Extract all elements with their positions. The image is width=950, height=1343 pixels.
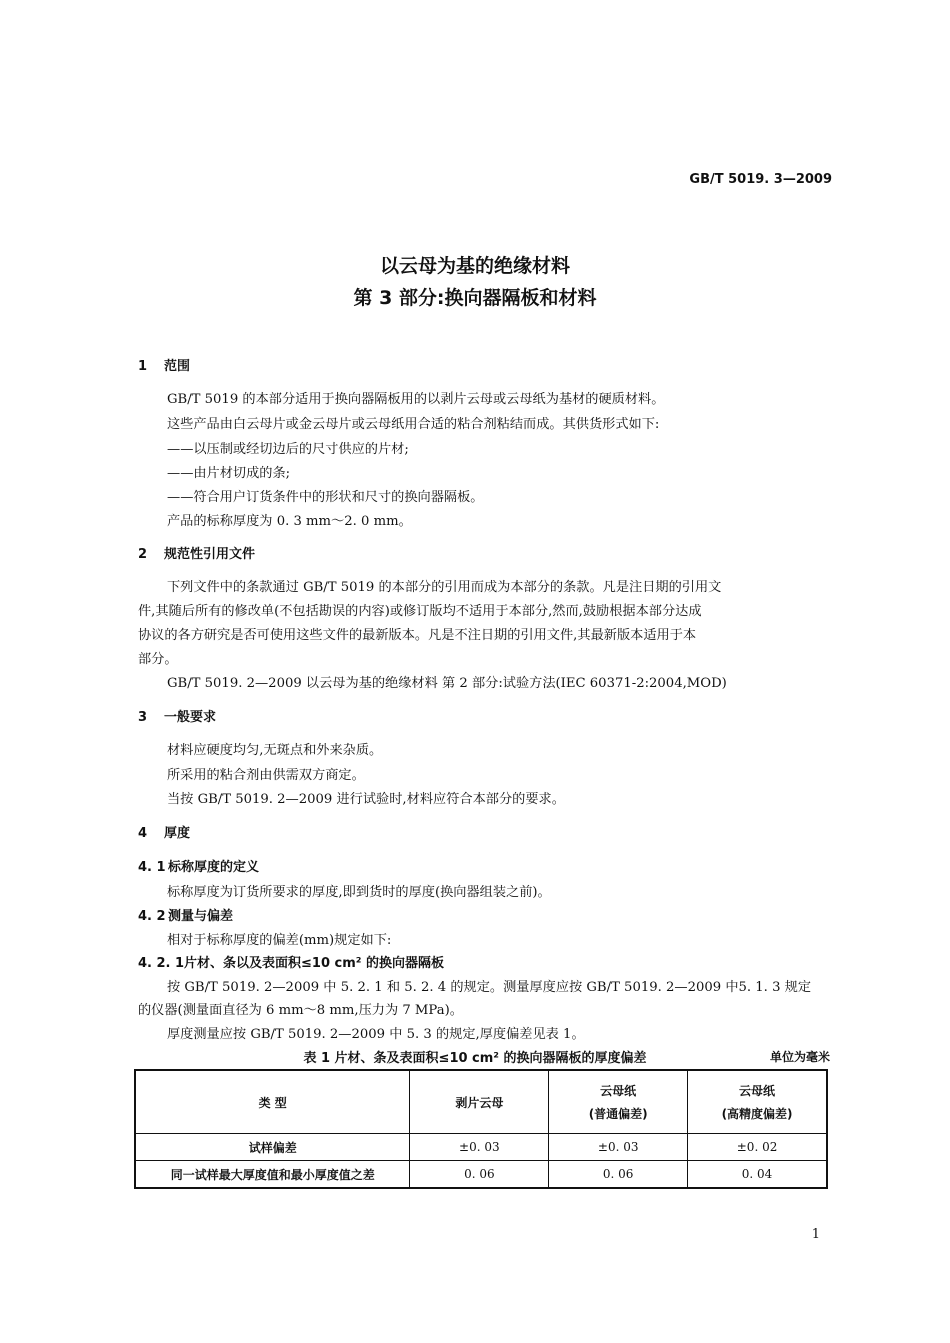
list-item: ——以压制或经切边后的尺寸供应的片材; — [167, 442, 409, 457]
section-number: 3 — [138, 710, 148, 725]
row-label: 试样偏差 — [135, 1134, 410, 1161]
section-title: 厚度 — [164, 826, 191, 841]
paragraph-line: 按 GB/T 5019. 2—2009 中 5. 2. 1 和 5. 2. 4 的规定。测量厚度应按 GB/T 5019. 2—2009 中5. 1. 3 规定 — [167, 980, 812, 995]
doc-title-line1: 以云母为基的绝缘材料 — [379, 255, 570, 277]
paragraph-line: 部分。 — [138, 652, 178, 667]
cell-value: 0. 04 — [688, 1161, 827, 1189]
reference-entry: GB/T 5019. 2—2009 以云母为基的绝缘材料 第 2 部分:试验方法(IEC 60371-2:2004,MOD) — [167, 676, 727, 691]
table-row — [135, 1161, 827, 1189]
paragraph: 产品的标称厚度为 0. 3 mm～2. 0 mm。 — [167, 514, 412, 529]
subsection-title: 测量与偏差 — [168, 909, 234, 924]
subsection-number: 4. 2 — [138, 909, 166, 924]
cell-value: 0. 06 — [410, 1161, 549, 1189]
subsection-number: 4. 2. 1 — [138, 956, 185, 971]
section-1-heading — [138, 355, 190, 374]
paragraph: 相对于标称厚度的偏差(mm)规定如下: — [167, 933, 392, 948]
section-number: 1 — [138, 359, 148, 374]
paragraph: 所采用的粘合剂由供需双方商定。 — [167, 768, 365, 783]
section-title: 规范性引用文件 — [164, 547, 256, 562]
header-mica-paper-normal — [549, 1070, 688, 1134]
list-item: ——由片材切成的条; — [167, 466, 291, 481]
header-line: 云母纸 — [600, 1084, 637, 1098]
doc-title-line2: 第 3 部分:换向器隔板和材料 — [353, 287, 597, 309]
table-row — [135, 1134, 827, 1161]
table-caption: 表 1 片材、条及表面积≤10 cm² 的换向器隔板的厚度偏差 — [303, 1051, 647, 1066]
subsection-title: 标称厚度的定义 — [168, 860, 260, 875]
table-header-row — [135, 1070, 827, 1134]
header-line: (普通偏差) — [588, 1107, 648, 1121]
list-item: ——符合用户订货条件中的形状和尺寸的换向器隔板。 — [167, 490, 484, 505]
subsection-title: 片材、条以及表面积≤10 cm² 的换向器隔板 — [184, 956, 444, 971]
table-unit: 单位为毫米 — [769, 1050, 830, 1064]
subsection-4-1-heading — [138, 856, 259, 875]
header-line: 云母纸 — [739, 1084, 776, 1098]
thickness-deviation-table — [134, 1069, 828, 1189]
paragraph: 当按 GB/T 5019. 2—2009 进行试验时,材料应符合本部分的要求。 — [167, 792, 565, 807]
page-number: 1 — [811, 1227, 820, 1242]
section-number: 2 — [138, 547, 148, 562]
header-type: 类 型 — [135, 1070, 410, 1134]
cell-value: 0. 06 — [549, 1161, 688, 1189]
section-title: 范围 — [164, 359, 191, 374]
paragraph-line: 件,其随后所有的修改单(不包括勘误的内容)或修订版均不适用于本部分,然而,鼓励根据本部分达成 — [138, 604, 702, 619]
subsection-number: 4. 1 — [138, 860, 166, 875]
section-3-heading — [138, 706, 216, 725]
cell-value: ±0. 03 — [410, 1134, 549, 1161]
subsection-4-2-heading — [138, 905, 233, 924]
section-2-heading — [138, 543, 255, 562]
section-title: 一般要求 — [164, 710, 217, 725]
section-4-heading — [138, 822, 190, 841]
header-line: (高精度偏差) — [721, 1107, 793, 1121]
paragraph: 厚度测量应按 GB/T 5019. 2—2009 中 5. 3 的规定,厚度偏差见表 1。 — [167, 1027, 585, 1042]
paragraph-line: 下列文件中的条款通过 GB/T 5019 的本部分的引用而成为本部分的条款。凡是注日期的引用文 — [167, 580, 722, 595]
subsection-4-2-1-heading — [138, 952, 444, 971]
paragraph: 这些产品由白云母片或金云母片或云母纸用合适的粘合剂粘结而成。其供货形式如下: — [167, 417, 660, 432]
header-mica-paper-precision — [688, 1070, 827, 1134]
paragraph-line: 协议的各方研究是否可使用这些文件的最新版本。凡是不注日期的引用文件,其最新版本适用于本 — [138, 628, 697, 643]
row-label: 同一试样最大厚度值和最小厚度值之差 — [135, 1161, 410, 1189]
cell-value: ±0. 03 — [549, 1134, 688, 1161]
paragraph: 标称厚度为订货所要求的厚度,即到货时的厚度(换向器组装之前)。 — [167, 885, 551, 900]
paragraph: GB/T 5019 的本部分适用于换向器隔板用的以剥片云母或云母纸为基材的硬质材料。 — [167, 392, 665, 407]
header-peeled-mica: 剥片云母 — [410, 1070, 549, 1134]
paragraph: 材料应硬度均匀,无斑点和外来杂质。 — [167, 743, 383, 758]
standard-number: GB/T 5019. 3—2009 — [689, 172, 832, 187]
section-number: 4 — [138, 826, 148, 841]
cell-value: ±0. 02 — [688, 1134, 827, 1161]
paragraph-line: 的仪器(测量面直径为 6 mm～8 mm,压力为 7 MPa)。 — [138, 1003, 463, 1018]
